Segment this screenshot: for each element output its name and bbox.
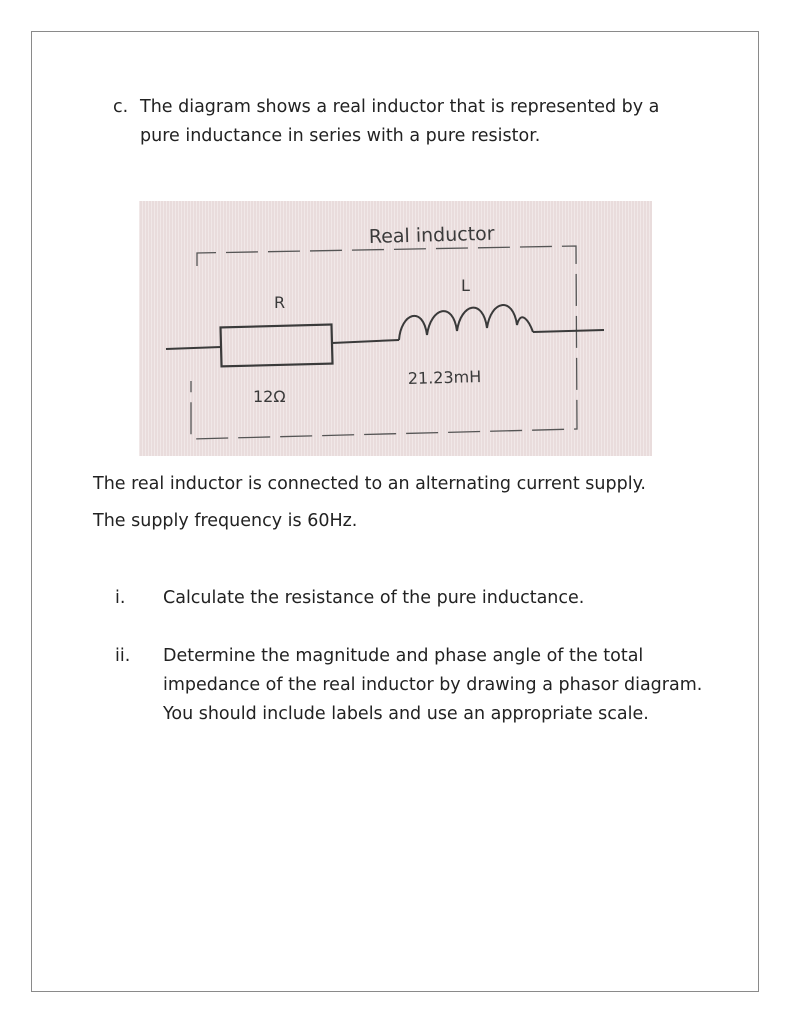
- enclosure-dashed-box: [191, 246, 577, 439]
- item-number: ii.: [115, 646, 131, 666]
- middle-wire: [332, 340, 399, 343]
- circuit-diagram: [139, 201, 652, 456]
- inductor-value-label: 21.23mH: [407, 367, 482, 388]
- question-letter: c.: [113, 97, 129, 117]
- question-text: The diagram shows a real inductor that is represented by a pure inductance in series with a pure resistor.: [140, 97, 660, 146]
- paragraph-frequency: The supply frequency is 60Hz.: [93, 511, 358, 531]
- item-text: Determine the magnitude and phase angle of the total impedance of the real inductor by drawing a phasor diagram. You should include labels and use an appropriate scale.: [163, 646, 703, 724]
- right-lead-wire: [533, 330, 604, 332]
- resistor-symbol-label: R: [274, 293, 286, 312]
- left-lead-wire: [166, 347, 221, 349]
- item-number: i.: [115, 588, 126, 608]
- paragraph-supply: The real inductor is connected to an alternating current supply.: [93, 474, 646, 494]
- figure-title: Real inductor: [368, 222, 495, 248]
- question-c: [113, 93, 693, 151]
- item-text: Calculate the resistance of the pure inductance.: [163, 588, 585, 608]
- inductor-symbol-label: L: [461, 276, 470, 295]
- resistor-value-label: 12Ω: [253, 387, 286, 406]
- inductor-coil: [399, 305, 533, 340]
- resistor-symbol: [221, 325, 333, 367]
- circuit-svg: [139, 201, 652, 456]
